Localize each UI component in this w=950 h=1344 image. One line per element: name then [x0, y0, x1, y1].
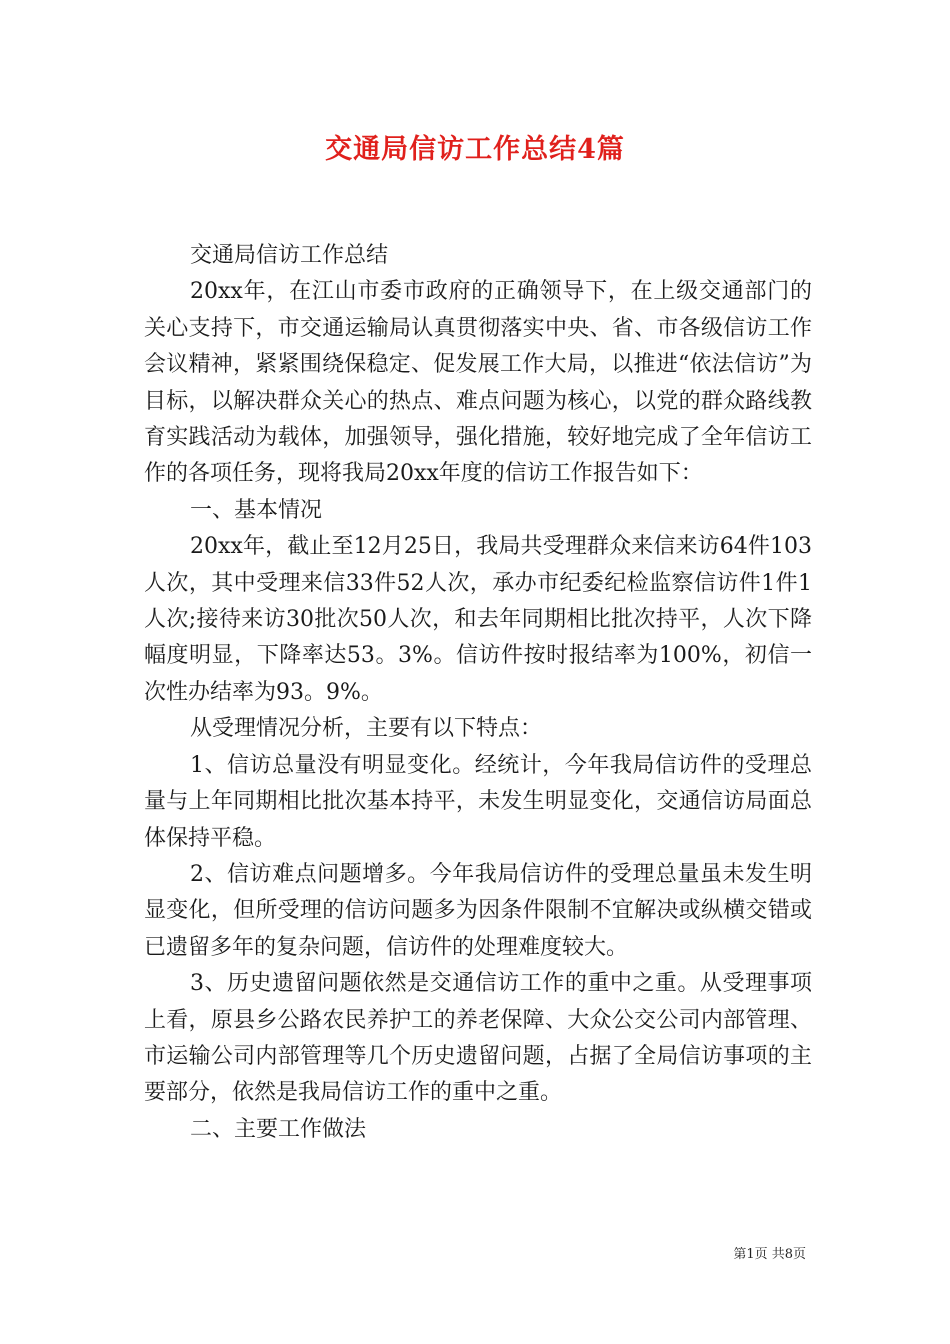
section-heading-main-practices: 二、主要工作做法 — [190, 1116, 367, 1142]
paragraph-statistics: 20xx年，截止至12月25日，我局共受理群众来信来访64件103人次，其中受理来信33件52人次，承办市纪委纪检监察信访件1件1人次;接待来访30批次50人次，和去年同期相比批次持平，人次下降幅度明显，下降率达53。3%。信访件按时报结率为100%，初信一次性办结率为93。9%。 — [144, 534, 812, 705]
paragraph-analysis-intro: 从受理情况分析，主要有以下特点： — [190, 716, 543, 742]
paragraph-point-3: 3、历史遗留问题依然是交通信访工作的重中之重。从受理事项上看，原县乡公路农民养护工的养老保障、大众公交公司内部管理、市运输公司内部管理等几个历史遗留问题，占据了全局信访事项的主要部分，依然是我局信访工作的重中之重。 — [144, 971, 812, 1106]
document-title: 交通局信访工作总结4篇 — [325, 134, 625, 165]
page-number: 第1页 共8页 — [733, 1247, 806, 1262]
section-subtitle: 交通局信访工作总结 — [190, 243, 389, 268]
section-heading-basic-situation: 一、基本情况 — [190, 497, 323, 523]
intro-paragraph: 20xx年，在江山市委市政府的正确领导下，在上级交通部门的关心支持下，市交通运输局认真贯彻落实中央、省、市各级信访工作会议精神，紧紧围绕保稳定、促发展工作大局，以推进“依法信访”为目标，以解决群众关心的热点、难点问题为核心，以党的群众路线教育实践活动为载体，加强领导，强化措施，较好地完成了全年信访工作的各项任务，现将我局20xx年度的信访工作报告如下： — [144, 279, 812, 487]
paragraph-point-1: 1、信访总量没有明显变化。经统计，今年我局信访件的受理总量与上年同期相比批次基本持平，未发生明显变化，交通信访局面总体保持平稳。 — [144, 752, 812, 851]
paragraph-point-2: 2、信访难点问题增多。今年我局信访件的受理总量虽未发生明显变化，但所受理的信访问题多为因条件限制不宜解决或纵横交错或已遗留多年的复杂问题，信访件的处理难度较大。 — [144, 861, 812, 960]
document-body — [144, 238, 812, 1148]
